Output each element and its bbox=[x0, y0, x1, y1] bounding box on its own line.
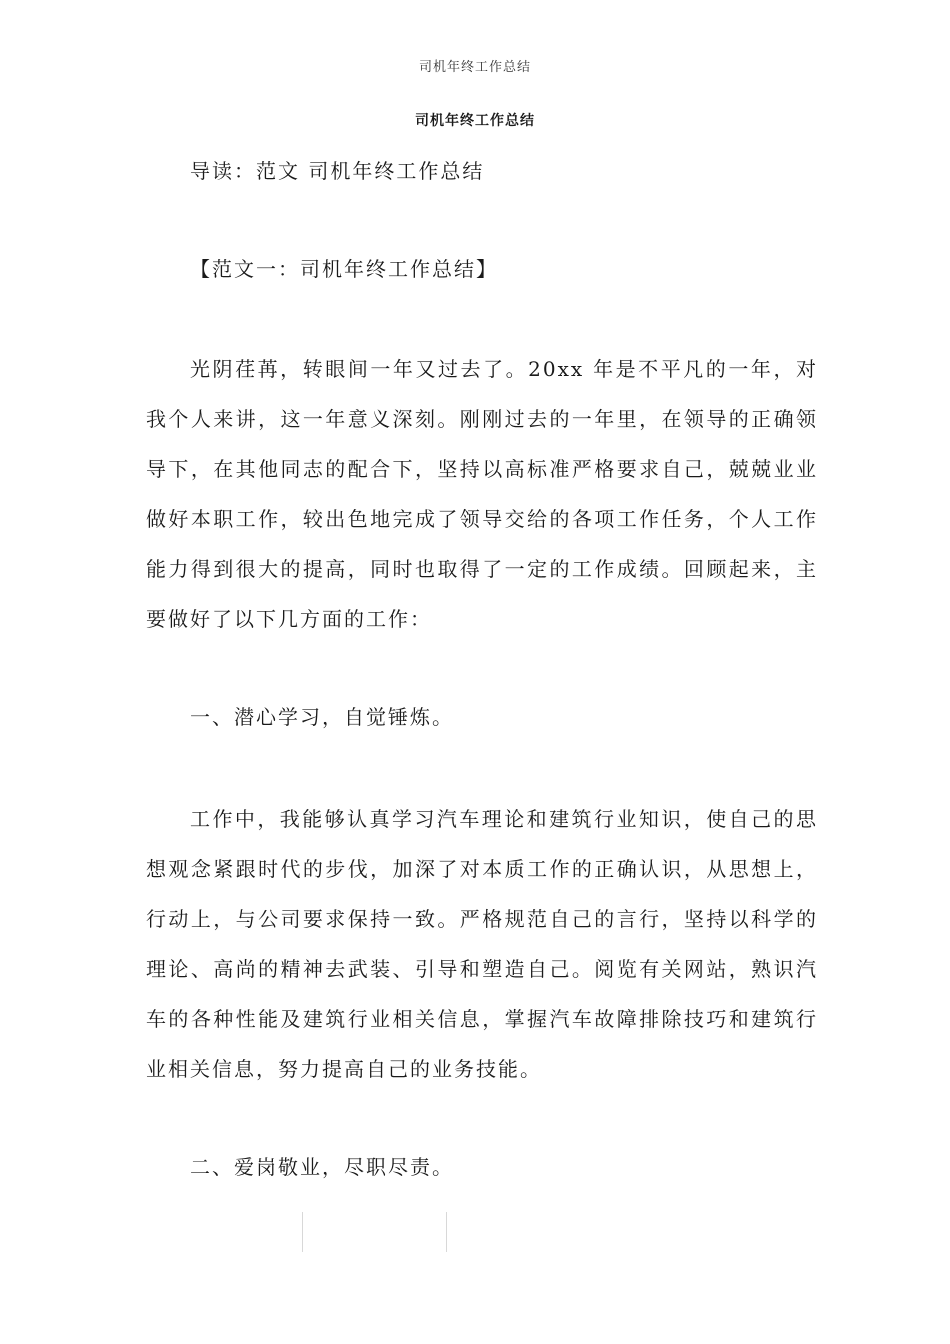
running-header: 司机年终工作总结 bbox=[418, 60, 531, 75]
page-divider-left bbox=[302, 1212, 303, 1252]
paragraph-intro: 光阴荏苒，转眼间一年又过去了。20xx 年是不平凡的一年，对我个人来讲，这一年意义深刻。刚刚过去的一年里，在领导的正确领导下，在其他同志的配合下，坚持以高标准严格要求自己，兢兢业业做好本职工作，较出色地完成了领导交给的各项工作任务，个人工作能力得到很大的提高，同时也取得了一定的工作成绩。回顾起来，主要做好了以下几方面的工作： bbox=[146, 357, 818, 631]
paragraph-study: 工作中，我能够认真学习汽车理论和建筑行业知识，使自己的思想观念紧跟时代的步伐，加深了对本质工作的正确认识，从思想上，行动上，与公司要求保持一致。严格规范自己的言行，坚持以科学的理论、高尚的精神去武装、引导和塑造自己。阅览有关网站，熟识汽车的各种性能及建筑行业相关信息，掌握汽车故障排除技巧和建筑行业相关信息，努力提高自己的业务技能。 bbox=[146, 807, 818, 1081]
page-divider-right bbox=[446, 1212, 447, 1252]
section-heading-2: 二、爱岗敬业，尽职尽责。 bbox=[190, 1155, 454, 1179]
guide-line: 导读：范文 司机年终工作总结 bbox=[190, 159, 485, 183]
sample-heading: 【范文一：司机年终工作总结】 bbox=[190, 257, 498, 281]
section-heading-1: 一、潜心学习，自觉锤炼。 bbox=[190, 705, 454, 729]
document-title: 司机年终工作总结 bbox=[415, 113, 535, 129]
